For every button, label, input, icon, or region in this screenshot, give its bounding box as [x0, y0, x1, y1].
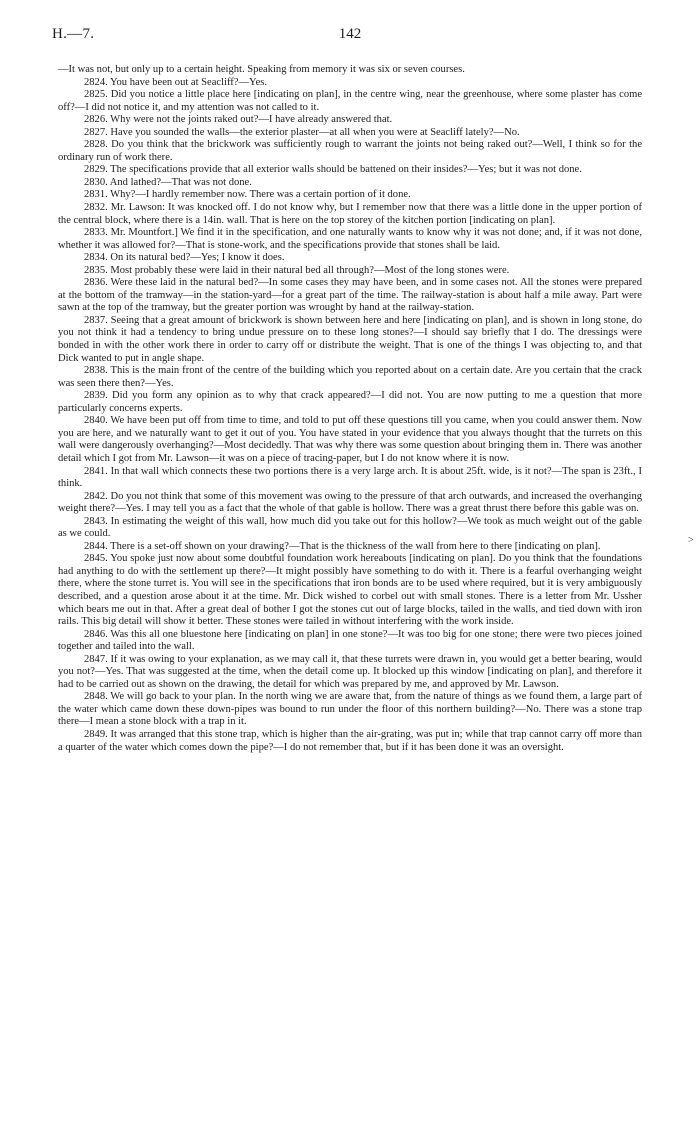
paragraph: 2833. Mr. Mountfort.] We find it in the specification, and one naturally wants to know why it was not done; and, if it was not done, whether it was allowed for?—That is stone-work, and the specifications provide that stones shall be laid. [58, 227, 642, 251]
paragraph: 2849. It was arranged that this stone trap, which is higher than the air-grating, was put in; while that trap cannot carry off more than a quarter of the water which comes down the pipe?—I do not remember that, but if it has been done it was an oversight. [58, 728, 642, 753]
paragraph: 2844. There is a set-off shown on your drawing?—That is the thickness of the wall from here to there [indicating on plan]. [84, 540, 601, 552]
paragraph: 2834. On its natural bed?—Yes; I know it does. [84, 252, 285, 264]
paragraph: 2827. Have you sounded the walls—the exterior plaster—at all when you were at Seacliff lately?—No. [84, 126, 520, 138]
paragraph: 2825. Did you notice a little place here [indicating on plan], in the centre wing, near the greenhouse, where some plaster has come off?—I did not notice it, and my attention was not called to it. [58, 89, 642, 113]
paragraph: 2828. Do you think that the brickwork was sufficiently rough to warrant the joints not being raked out?—Well, I think so for the ordinary run of work there. [58, 139, 642, 163]
paragraph: 2830. And lathed?—That was not done. [84, 176, 252, 188]
margin-mark: > [688, 535, 694, 546]
paragraph: 2831. Why?—I hardly remember now. There was a certain portion of it done. [84, 189, 411, 201]
page-header [52, 26, 642, 50]
paragraph: —It was not, but only up to a certain height. Speaking from memory it was six or seven courses. [58, 64, 465, 75]
paragraph: 2839. Did you form any opinion as to why that crack appeared?—I did not. You are now putting to me a question that more particularly concerns experts. [58, 390, 642, 414]
paragraph: 2829. The specifications provide that all exterior walls should be battened on their insides?—Yes; but it was not done. [84, 164, 582, 176]
page-number: 142 [338, 26, 362, 42]
paragraph: 2843. In estimating the weight of this wall, how much did you take out for this hollow?—We took as much weight out of the gable as we could. [58, 515, 642, 540]
paragraph: 2845. You spoke just now about some doubtful foundation work hereabouts [indicating on plan]. Do you think that the foundations had anything to do with the settlement up there?—It might possibly have something to do with it. There is a fearful overhanging weight there, where the stone turret is. You will see in the specifications that iron bonds are to be used where required, but it is very ambiguously described, and a question arose about it at the time. Mr. Dick wished to corbel out with small stones. There is a letter from Mr. Ussher which bears me out in that. After a great deal of bother I got the stones cut out of large blocks, tailed in the walls, and tied down with iron rails. This big detail will show it better. These stones were tailed in without interfering with the work inside. [58, 553, 642, 628]
paragraph: 2835. Most probably these were laid in their natural bed all through?—Most of the long stones were. [84, 264, 510, 276]
paragraph: 2837. Seeing that a great amount of brickwork is shown between here and here [indicating on plan], and is shown in long stone, do you not think it had a tendency to bring undue pressure on to these long stones?—I should say briefly that I do. The dressings were bonded in with the other work there in order to carry off or distribute the weight. That is one of the things I was objecting to, and that Dick wanted to put in angle shape. [58, 314, 642, 364]
paragraph: 2832. Mr. Lawson: It was knocked off. I do not know why, but I remember now that there was a little done in the upper portion of the central block, where there is a 14in. wall. That is here on the top storey of the kitchen portion [indicating on plan]. [58, 202, 642, 226]
paragraph: 2842. Do you not think that some of this movement was owing to the pressure of that arch outwards, and increased the overhanging weight there?—Yes. I may tell you as a fact that the whole of that gable is hollow. There was a great thrust there before this gable was on. [58, 490, 642, 515]
paragraph: 2826. Why were not the joints raked out?—I have already answered that. [84, 114, 393, 126]
paragraph: 2840. We have been put off from time to time, and told to put off these questions till you came, when you could answer them. Now you are here, and we naturally want to get it out of you. You have stated in your evidence that you always thought that the turrets on this wall were dangerously overhanging?—Most decidedly. That was why there was some question about bringing them in. There was another detail which I got from Mr. Lawson—it was on a piece of tracing-paper, but I do not know where it is now. [58, 415, 642, 464]
document-body [58, 64, 642, 754]
paragraph: 2841. In that wall which connects these two portions there is a very large arch. It is about 25ft. wide, is it not?—The span is 23ft., I think. [58, 465, 642, 490]
paragraph: 2847. If it was owing to your explanation, as we may call it, that these turrets were drawn in, you would get a better bearing, would you not?—Yes. That was suggested at the time, when the detail come up. It blocked up this window [indicating on plan], and therefore it had to be carried out as shown on the drawing, the detail for which was prepared by me, and approved by Mr. Lawson. [58, 653, 642, 690]
paragraph: 2838. This is the main front of the centre of the building which you reported about on a certain date. Are you certain that the crack was seen there then?—Yes. [58, 365, 642, 389]
paragraph: 2848. We will go back to your plan. In the north wing we are aware that, from the nature of things as we found them, a large part of the water which came down these down-pipes was bound to run under the floor of this northern building?—No. There was a stone trap there—I mean a stone block with a trap in it. [58, 691, 642, 728]
paragraph: 2836. Were these laid in the natural bed?—In some cases they may have been, and in some cases not. All the stones were prepared at the bottom of the tramway—in the station-yard—for a great part of the time. The railway-station is about half a mile away. Part were sawn at the top of the tramway, but the greater portion was wrought by hand at the railway-station. [58, 277, 642, 314]
document-reference: H.—7. [52, 26, 95, 42]
paragraph: 2846. Was this all one bluestone here [indicating on plan] in one stone?—It was too big for one stone; there were two pieces joined together and tailed into the wall. [58, 628, 642, 653]
paragraph: 2824. You have been out at Seacliff?—Yes. [84, 76, 267, 88]
